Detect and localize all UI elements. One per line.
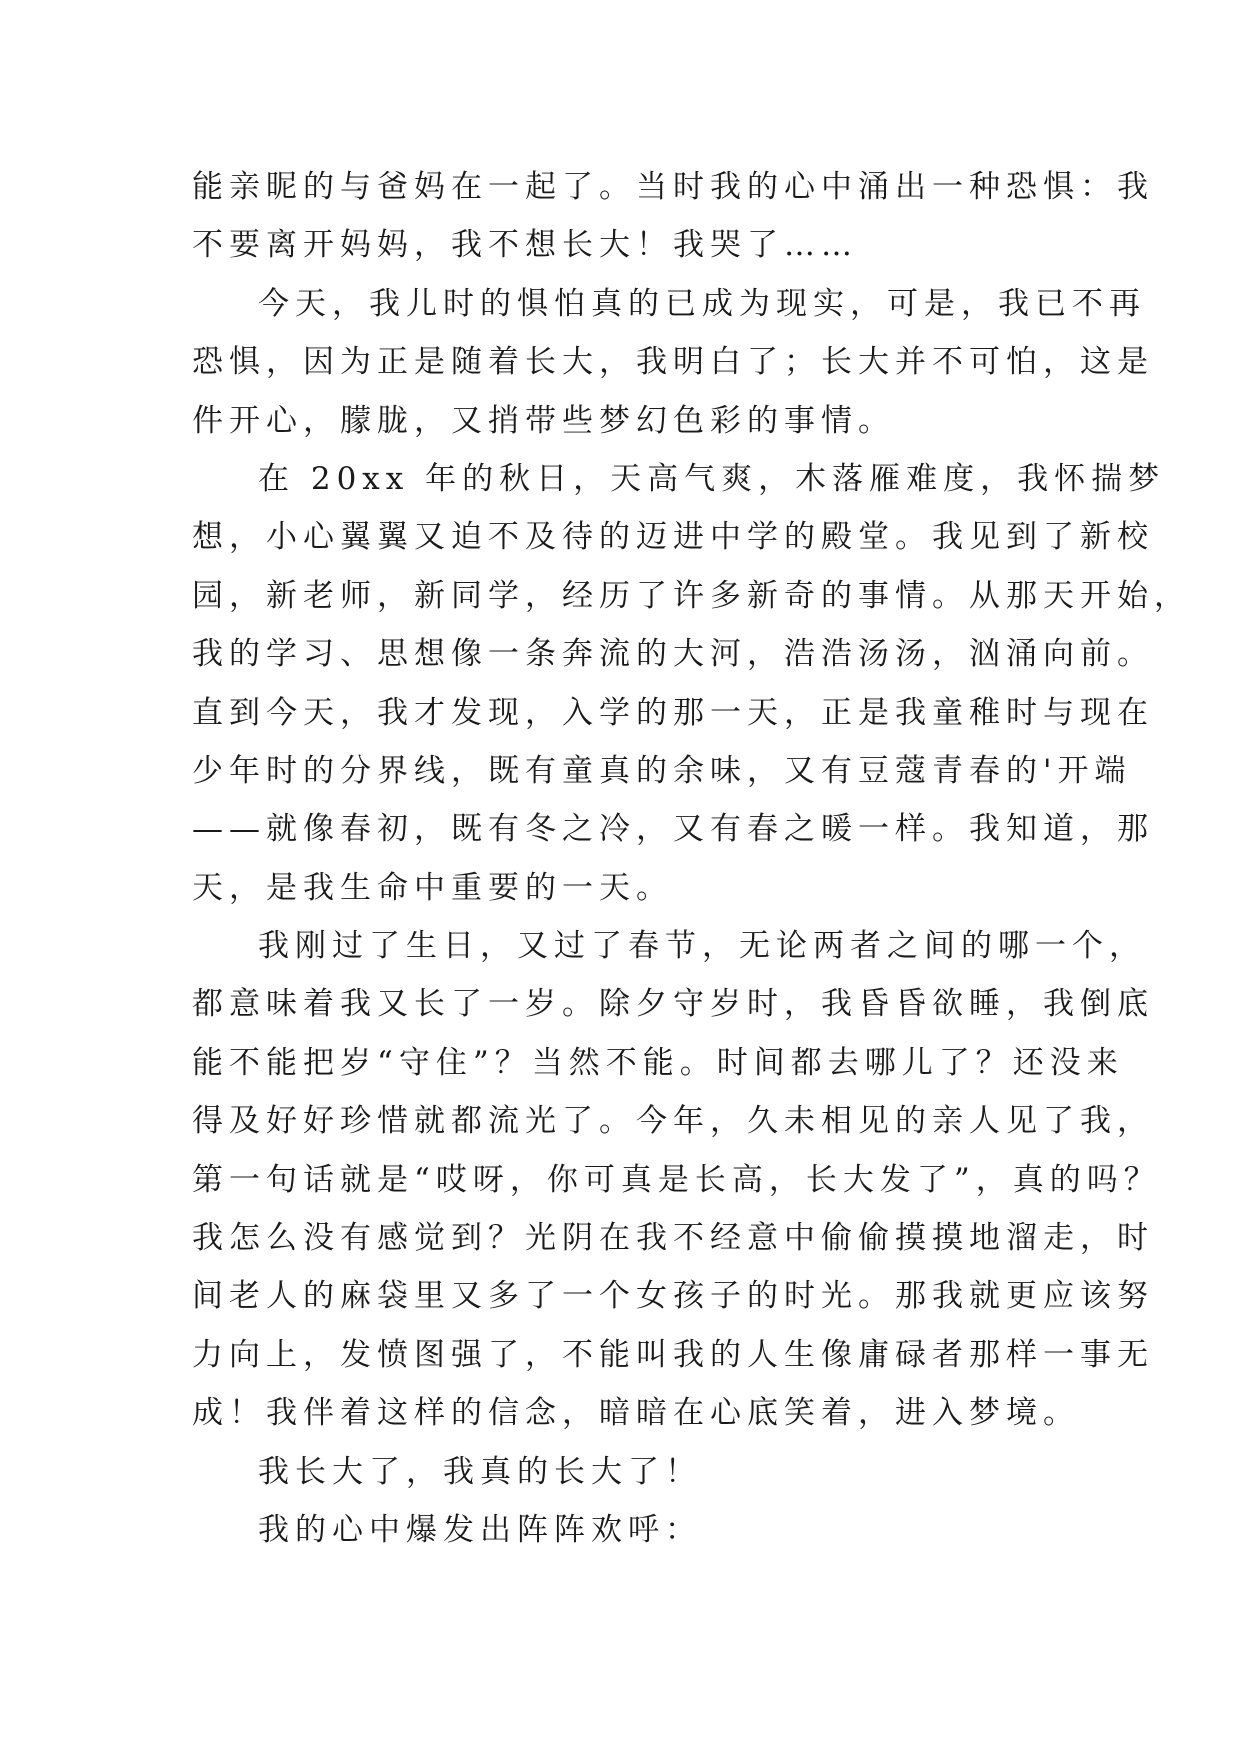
paragraph-start-line: 我的心中爆发出阵阵欢呼： xyxy=(258,1511,702,1548)
text-line: 第一句话就是“哎呀，你可真是长高，长大发了”，真的吗？ xyxy=(192,1161,1161,1198)
text-line: 我的学习、思想像一条奔流的大河，浩浩汤汤，汹涌向前。 xyxy=(192,636,1154,673)
text-line: 得及好好珍惜就都流光了。今年，久未相见的亲人见了我， xyxy=(192,1103,1154,1140)
text-line: 园，新老师，新同学，经历了许多新奇的事情。从那天开始， xyxy=(192,577,1191,614)
text-line: ——就像春初，既有冬之冷，又有春之暖一样。我知道，那 xyxy=(192,811,1154,848)
text-line: 成！我伴着这样的信念，暗暗在心底笑着，进入梦境。 xyxy=(192,1395,1080,1432)
text-line: 恐惧，因为正是随着长大，我明白了；长大并不可怕，这是 xyxy=(192,344,1154,381)
text-line: 件开心，朦胧，又捎带些梦幻色彩的事情。 xyxy=(192,402,895,439)
text-line: 天，是我生命中重要的一天。 xyxy=(192,869,673,906)
text-line: 都意味着我又长了一岁。除夕守岁时，我昏昏欲睡，我倒底 xyxy=(192,986,1154,1023)
text-line: 间老人的麻袋里又多了一个女孩子的时光。那我就更应该努 xyxy=(192,1278,1154,1315)
paragraph-start-line: 我刚过了生日，又过了春节，无论两者之间的哪一个， xyxy=(258,928,1146,965)
paragraph-start-line: 我长大了，我真的长大了！ xyxy=(258,1453,702,1490)
text-line: 我怎么没有感觉到？光阴在我不经意中偷偷摸摸地溜走，时 xyxy=(192,1220,1154,1257)
text-line: 不要离开妈妈，我不想长大！我哭了…… xyxy=(192,227,858,264)
text-line: 能不能把岁“守住”？当然不能。时间都去哪儿了？还没来 xyxy=(192,1044,1124,1081)
text-line: 力向上，发愤图强了，不能叫我的人生像庸碌者那样一事无 xyxy=(192,1336,1154,1373)
paragraph-start-line: 在 20xx 年的秋日，天高气爽，木落雁难度，我怀揣梦 xyxy=(258,460,1166,497)
text-line: 直到今天，我才发现，入学的那一天，正是我童稚时与现在 xyxy=(192,694,1154,731)
paragraph-start-line: 今天，我儿时的惧怕真的已成为现实，可是，我已不再 xyxy=(258,285,1146,322)
text-line: 能亲昵的与爸妈在一起了。当时我的心中涌出一种恐惧：我 xyxy=(192,169,1154,205)
body-text xyxy=(192,158,1191,1559)
text-line: 少年时的分界线，既有童真的余味，又有豆蔻青春的'开端 xyxy=(192,752,1132,789)
text-line: 想，小心翼翼又迫不及待的迈进中学的殿堂。我见到了新校 xyxy=(192,519,1154,556)
